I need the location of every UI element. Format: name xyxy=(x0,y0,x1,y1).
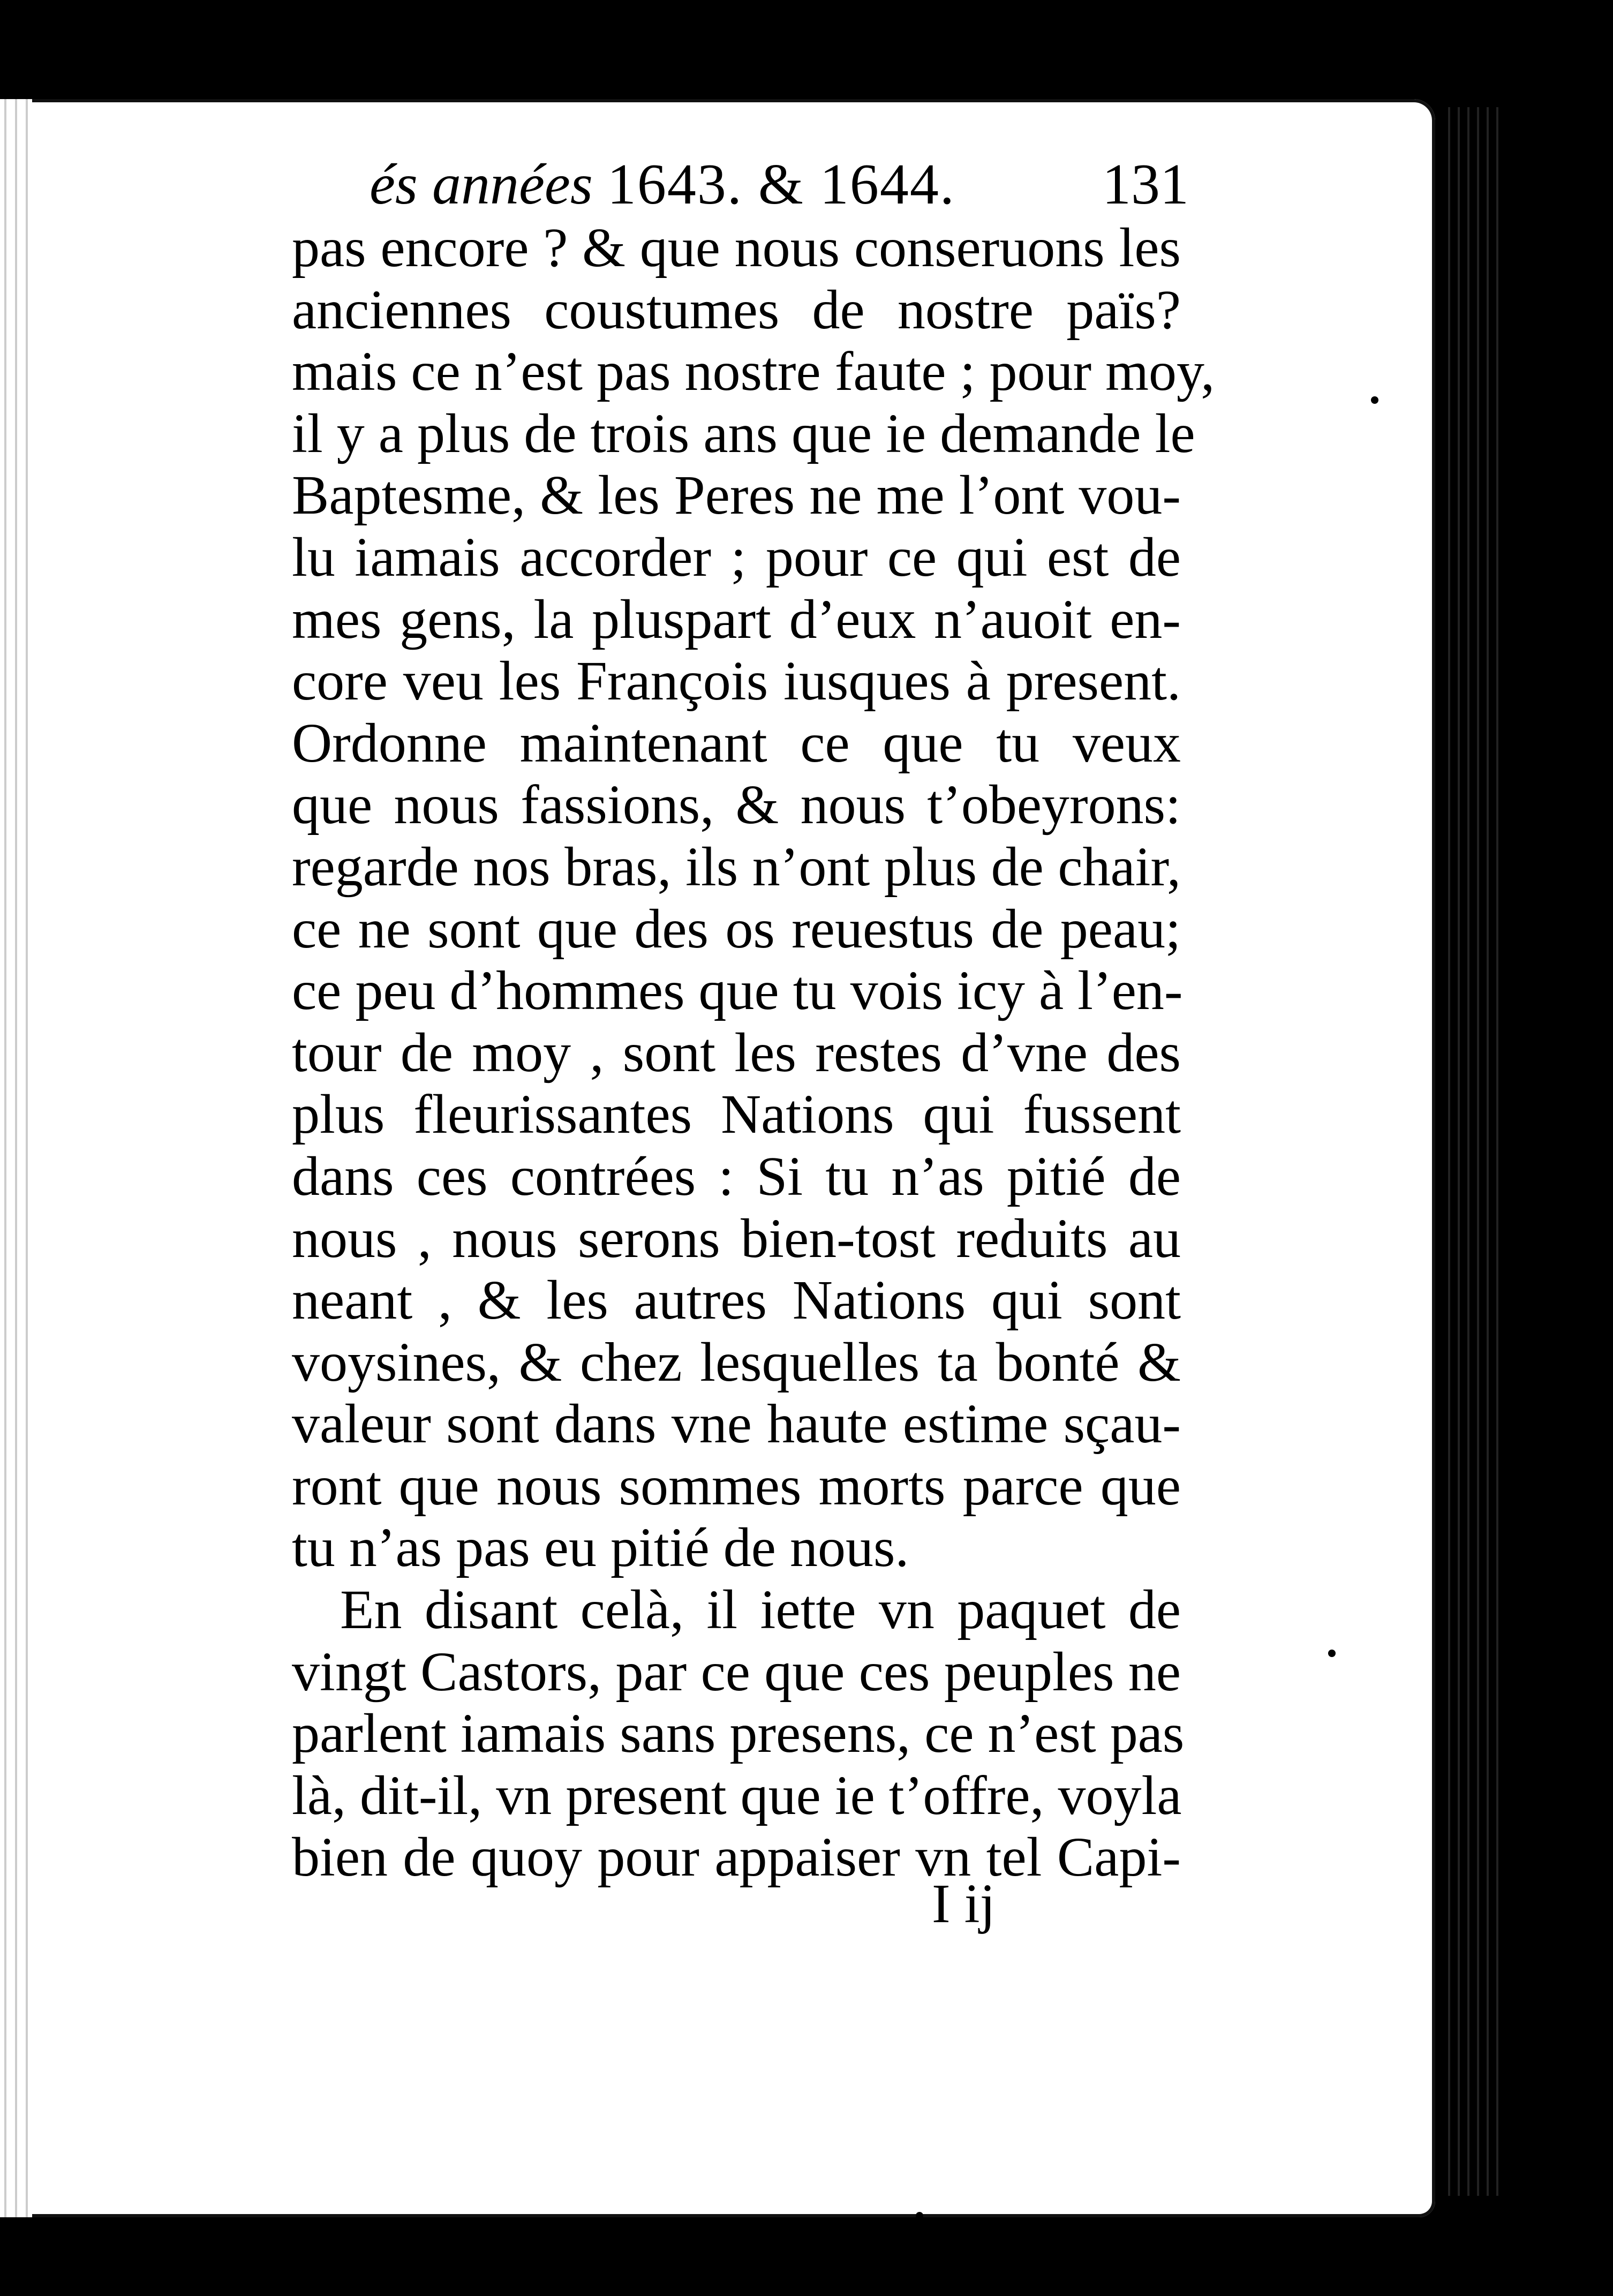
text-line: Ordonne maintenant ce que tu veux xyxy=(292,712,1181,774)
ink-speck xyxy=(1371,396,1378,404)
text-line: tour de moy , sont les restes d’vne des xyxy=(292,1021,1181,1083)
text-line: plus fleurissantes Nations qui fussent xyxy=(292,1083,1181,1146)
text-line: lu iamais accorder ; pour ce qui est de xyxy=(292,526,1181,588)
text-line: neant , & les autres Nations qui sont xyxy=(292,1269,1181,1331)
text-line: il y a plus de trois ans que ie demande le xyxy=(292,402,1195,464)
signature-mark: I ij xyxy=(932,1873,996,1934)
text-line: mes gens, la pluspart d’eux n’auoit en- xyxy=(292,588,1181,650)
text-line: mais ce n’est pas nostre faute ; pour moy, xyxy=(292,341,1215,403)
text-line-paragraph-end: tu n’as pas eu pitié de nous. xyxy=(292,1517,909,1579)
text-line: ce peu d’hommes que tu vois icy à l’en- xyxy=(292,960,1183,1022)
text-line: ce ne sont que des os reuestus de peau; xyxy=(292,898,1181,960)
text-line: bien de quoy pour appaiser vn tel Capi- xyxy=(292,1826,1181,1888)
text-line: dans ces contrées : Si tu n’as pitié de xyxy=(292,1145,1181,1207)
text-line: vingt Castors, par ce que ces peuples ne xyxy=(292,1640,1181,1703)
text-line: parlent iamais sans presens, ce n’est pas xyxy=(292,1703,1185,1765)
text-line: pas encore ? & que nous conseruons les xyxy=(292,217,1181,278)
text-line: valeur sont dans vne haute estime sçau- xyxy=(292,1393,1181,1455)
text-line: ront que nous sommes morts parce que xyxy=(292,1455,1181,1517)
text-line: core veu les François iusques à present. xyxy=(292,650,1181,712)
text-line: là, dit-il, vn present que ie t’offre, voyla xyxy=(292,1764,1182,1826)
text-line: nous , nous serons bien-tost reduits au xyxy=(292,1207,1181,1269)
running-head-prefix: és années xyxy=(370,153,607,216)
page-number: 131 xyxy=(1102,153,1189,216)
ink-speck xyxy=(1328,1650,1336,1657)
text-line: Baptesme, & les Peres ne me l’ont vou- xyxy=(292,464,1181,526)
ink-speck xyxy=(916,2212,923,2219)
running-head-years: 1643. & 1644. xyxy=(607,153,955,216)
body-text xyxy=(292,217,1215,1888)
text-line: regarde nos bras, ils n’ont plus de chair, xyxy=(292,835,1181,898)
text-line: que nous fassions, & nous t’obeyrons: xyxy=(292,774,1181,836)
running-head xyxy=(370,147,1173,222)
text-line-paragraph-start: En disant celà, il iette vn paquet de xyxy=(340,1579,1181,1641)
text-line: voysines, & chez lesquelles ta bonté & xyxy=(292,1331,1181,1393)
text-line: anciennes coustumes de nostre païs? xyxy=(292,278,1181,341)
binding-gutter xyxy=(0,99,32,2217)
page-edge-stack xyxy=(1441,107,1505,2196)
